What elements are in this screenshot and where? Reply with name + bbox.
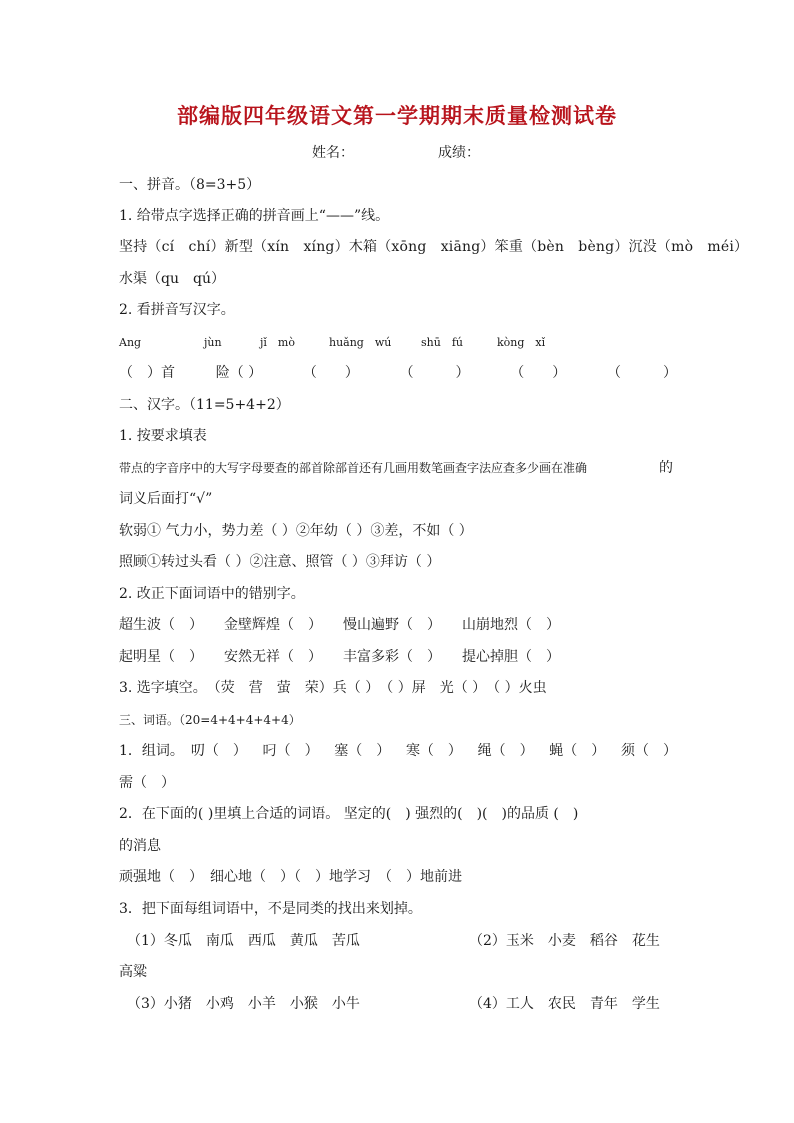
list-item: 须（ ） — [620, 743, 677, 759]
list-item: 木箱（xōng xiāng） — [348, 239, 495, 255]
list-item: 慢山遍野（ ） — [343, 617, 441, 633]
answer-blank[interactable]: （ ） — [510, 365, 567, 381]
pinyin-item: shū fú — [421, 336, 463, 349]
list-item: 山崩地烈（ ） — [462, 617, 560, 633]
section-1-heading: 一、拼音。（8=3+5） — [119, 177, 261, 193]
pinyin-item: jùn — [204, 336, 222, 349]
score-label: 成绩： — [438, 145, 480, 161]
s2-q1: 1. 按要求填表 — [119, 428, 207, 444]
pinyin-item: jǐ mò — [260, 336, 295, 349]
list-item: 叼（ ） — [262, 743, 319, 759]
answer-blank[interactable]: （ ） — [606, 365, 677, 381]
s2-q2: 2. 改正下面词语中的错别字。 — [119, 586, 305, 602]
s2-q3: 3. 选字填空。 （荧 营 萤 荣）兵（ ） （ ）屏 光（ ） （ ）火虫 — [119, 680, 547, 696]
list-item: 笨重（bèn bèng） — [494, 239, 629, 255]
s3-q2-cont: 的消息 — [119, 838, 161, 854]
s3-q2-line2: 顽强地（ ） 细心地（ ）（ ）地学习 （ ）地前进 — [119, 869, 462, 885]
s3-q2: 2．在下面的( )里填上合适的词语。 坚定的( ) 强烈的( )( )的品质 ( ) — [119, 806, 579, 822]
answer-blank[interactable]: （ ） — [302, 365, 359, 381]
s1-q1-last: 水渠（qu qú） — [119, 271, 225, 287]
list-item: 超生波（ ） — [119, 617, 203, 633]
word-group-1: （1）冬瓜 南瓜 西瓜 黄瓜 苦瓜 — [127, 933, 360, 949]
s3-q1-items — [119, 741, 677, 761]
word-group-4: （4）工人 农民 青年 学生 — [469, 996, 660, 1012]
answer-blank[interactable]: （ ） — [399, 365, 470, 381]
list-item: 坚持（cí chí） — [119, 239, 225, 255]
word-group-3: （3）小猪 小鸡 小羊 小猴 小牛 — [127, 996, 360, 1012]
list-item: 金壁辉煌（ ） — [224, 617, 322, 633]
list-item: 沉没（mò méi） — [628, 239, 749, 255]
list-item: 绳（ ） — [477, 743, 534, 759]
answer-blank[interactable]: 险（ ） — [215, 365, 263, 381]
s1-q1: 1. 给带点字选择正确的拼音画上“——”线。 — [119, 208, 390, 224]
s2-q1-text-end: 的 — [659, 460, 673, 476]
s1-q2: 2. 看拼音写汉字。 — [119, 302, 235, 318]
list-item: 起明星（ ） — [119, 649, 203, 665]
s2-q1-text2: 词义后面打“√” — [119, 491, 213, 507]
pinyin-item: Ang — [119, 336, 142, 349]
blank-row — [119, 363, 677, 383]
pinyin-item: huǎng wú — [329, 336, 392, 349]
s3-q1-last: 需（ ） — [119, 775, 175, 791]
s2-q1-text — [119, 458, 677, 478]
group-2-cont: 高粱 — [119, 964, 147, 980]
list-item: 新型（xín xíng） — [224, 239, 349, 255]
pinyin-item: kòng xǐ — [497, 336, 546, 349]
list-item: 寒（ ） — [405, 743, 462, 759]
s2-q1-text-main: 带点的字音序中的大写字母要查的部首除部首还有几画用数笔画查字法应查多少画在准确 — [119, 461, 588, 475]
s1-q1-items — [119, 237, 749, 257]
list-item: 安然无祥（ ） — [224, 649, 322, 665]
ruanruo-line: 软弱① 气力小，势力差（ ）②年幼（ ）③差，不如（ ） — [119, 523, 473, 539]
s3-q3: 3．把下面每组词语中，不是同类的找出来划掉。 — [119, 901, 422, 917]
section-3-heading: 三、词语。（20=4+4+4+4+4） — [119, 713, 301, 727]
list-item: 蝇（ ） — [549, 743, 606, 759]
word-group-2: （2）玉米 小麦 稻谷 花生 — [469, 933, 660, 949]
list-item: 塞（ ） — [334, 743, 391, 759]
answer-blank[interactable]: （ ）首 — [119, 365, 175, 381]
zhaogu-line: 照顾①转过头看（ ）②注意、照管（ ）③拜访（ ） — [119, 554, 441, 570]
list-item: 丰富多彩（ ） — [343, 649, 441, 665]
section-2-heading: 二、汉字。（11=5+4+2） — [119, 397, 290, 413]
list-item: 1．组词。 叨（ ） — [119, 743, 247, 759]
page-title: 部编版四年级语文第一学期期末质量检测试卷 — [177, 103, 617, 128]
list-item: 提心掉胆（ ） — [462, 649, 560, 665]
name-label: 姓名： — [312, 145, 354, 161]
